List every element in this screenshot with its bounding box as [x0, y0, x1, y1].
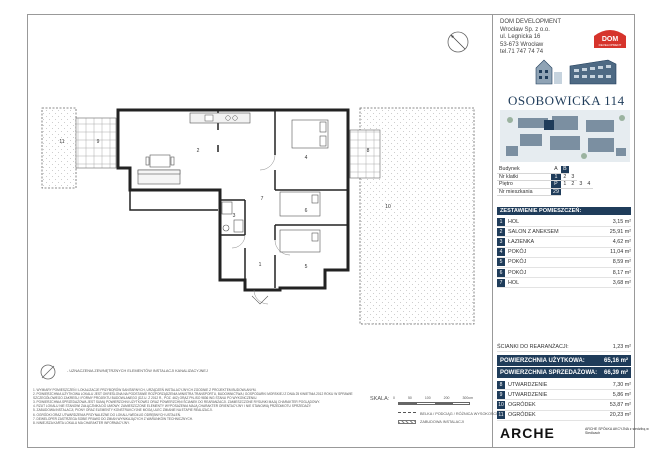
sale-area-bar [497, 367, 631, 378]
info-row-floor [497, 181, 593, 188]
room-name: POKÓJ [508, 269, 527, 276]
building-illustration [530, 56, 620, 86]
extra-name: UTWARDZENIE [508, 381, 548, 388]
reorg-area: 1,23 m² [612, 343, 631, 350]
info-cell: 3 [577, 181, 585, 188]
room-label-4: 4 [304, 155, 308, 161]
reorg-row [497, 342, 631, 352]
room-row [497, 248, 631, 258]
room-number: 1 [497, 218, 505, 226]
install-swatch [398, 420, 416, 424]
room-row [497, 258, 631, 268]
developer-phone: tel.71 747 74 74 [500, 49, 544, 56]
drainage-symbol-icon [38, 362, 58, 382]
room-number: 4 [497, 248, 505, 256]
room-label-11: 11 [59, 139, 65, 145]
room-row [497, 227, 631, 237]
extras-list [497, 380, 631, 421]
room-area: 11,04 m² [610, 249, 631, 256]
unit-info-table [497, 166, 593, 196]
room-row [497, 237, 631, 247]
info-cell: A [551, 166, 561, 173]
north-arrow-icon [446, 30, 470, 54]
bed-room-6 [280, 192, 320, 216]
info-cell: 1 [561, 181, 569, 188]
room-label-6: 6 [304, 208, 308, 214]
note-line: 3. POWIERZCHNIA SPRZEDAŻOWA JEST SUMĄ POWIERZCHNI UŻYTKOWEJ ORAZ POWIERZCHNI ŚCIANEK DO REARANŻACJI. ZAMIESZCZONE RYSUNKI MAJĄ CHARAKTER POGLĄDOWY. [33, 400, 320, 405]
usable-area-label: POWIERZCHNIA UŻYTKOWA: [500, 357, 585, 364]
extra-area: 5,86 m² [612, 391, 631, 398]
dom-development-logo [590, 26, 630, 52]
extra-area: 7,30 m² [612, 381, 631, 388]
scale-tick: 0 [393, 396, 395, 400]
extra-number: 8 [497, 381, 505, 389]
room-label-5: 5 [304, 264, 308, 270]
note-line: 2. POWIERZCHNIA UŻYTKOWA LOKALU JEST OKREŚLONA NA PODSTAWIE ROZPORZĄDZENIA MINISTRA TRANSPORTU, BUDOWNICTWA I GOSPODARKI MORSKIEJ Z DNIA 25 KWIETNIA 2012 ROKU W SPRAWIE SZCZEGÓŁOWEGO ZAKRESU I FORMY PROJEKTU BUDOWLANEGO (DZ.U. Z 2012 R., POZ. 462) ORAZ PN-ISO 9836 WG STANU PO WYKOŃCZENIU. [33, 392, 353, 401]
note-line: 5. ZABUDOWA INSTALACJI, PIONY ORAZ ELEMENTY KONSTRUKCYJNE MOGĄ ULEC ZMIANIE NA ETAPIE REALIZACJI. [33, 408, 213, 413]
info-row-unit [497, 188, 593, 195]
info-label: Nr klatki [497, 173, 551, 180]
bed-room-4 [292, 120, 328, 148]
extra-row [497, 411, 631, 421]
info-cell: 2 [569, 181, 577, 188]
legend-beams-text: BELKA / PODCIĄG / RÓŻNICA WYSOKOŚCI [420, 412, 498, 416]
terrace-8-area [350, 130, 380, 178]
info-cell: 3 [569, 173, 577, 180]
note-line: 8. NINIEJSZA KARTA LOKALU MA CHARAKTER INFORMACYJNY. [33, 420, 130, 425]
room-name: POKÓJ [508, 259, 527, 266]
room-area: 8,59 m² [612, 259, 631, 266]
info-row-staircase [497, 173, 593, 180]
room-label-3: 3 [232, 213, 236, 219]
extra-name: UTWARDZENIE [508, 391, 548, 398]
room-label-9: 9 [96, 139, 100, 145]
extra-name: OGRÓDEK [508, 412, 536, 419]
reorg-line [497, 342, 631, 352]
garden-11-area [42, 108, 76, 188]
info-cell-selected: 1 [551, 173, 561, 180]
scale-tick: 300cm [462, 396, 473, 400]
info-label: Piętro [497, 181, 551, 188]
legend-install-cover-text: ZABUDOWA INSTALACJI [420, 420, 464, 424]
room-label-2: 2 [196, 148, 200, 154]
info-label: Budynek [497, 166, 551, 173]
extra-row [497, 380, 631, 390]
kitchen-counter [190, 113, 250, 123]
logo-subtext: DEVELOPMENT [598, 43, 622, 47]
room-number: 6 [497, 269, 505, 277]
sale-area-value: 66,39 m² [603, 369, 628, 376]
room-number: 3 [497, 238, 505, 246]
info-cell-selected: 29 [553, 188, 559, 195]
scale-bar [398, 402, 470, 405]
extra-area: 20,23 m² [609, 412, 631, 419]
extra-name: OGRÓDEK [508, 401, 536, 408]
scale-tick: 100 [424, 396, 431, 400]
room-area: 25,91 m² [609, 228, 631, 235]
scale-tick: 200 [443, 396, 450, 400]
room-name: POKÓJ [508, 249, 527, 256]
arche-logo: ARCHE [500, 425, 555, 441]
room-name: ŁAZIENKA [508, 238, 535, 245]
developer-info [500, 19, 561, 57]
sale-area-label: POWIERZCHNIA SPRZEDAŻOWA: [500, 369, 598, 376]
scale-tick: 50 [407, 396, 412, 400]
info-cell: 2 [561, 173, 569, 180]
room-row [497, 268, 631, 278]
note-line: 4. RZUT LOKALU NIE STANOWI ZAŁĄCZNIKA DO UMOWY. ZAMIESZCZONE ELEMENTY WYPOSAŻENIA MAJĄ CHARAKTER ORIENTACYJNY I NIE STANOWIĄ PRZEDMIOTU SPRZEDAŻY. [33, 404, 312, 409]
room-area: 8,17 m² [612, 269, 631, 276]
room-label-7: 7 [260, 196, 264, 202]
room-row [497, 217, 631, 227]
extra-number: 10 [498, 401, 504, 408]
room-name: HOL [508, 279, 520, 286]
info-cell: 4 [585, 181, 593, 188]
notes-block [33, 388, 368, 425]
scale-label: SKALA: [370, 396, 390, 402]
beam-swatch [398, 412, 416, 416]
extra-area: 53,87 m² [609, 401, 631, 408]
legend-install-cover [398, 420, 464, 424]
dining-table [146, 155, 174, 167]
note-line: 7. DEWELOPER ZASTRZEGA SOBIE PRAWO DO ZMIAN WYNIKAJĄCYCH Z WARUNKÓW TECHNICZNYCH. [33, 416, 193, 421]
usable-area-bar [497, 355, 631, 366]
legend-installations [67, 369, 208, 373]
floor-plan [30, 100, 485, 355]
developer-city: 53-673 Wrocław [500, 41, 544, 48]
room-number: 5 [497, 258, 505, 266]
rooms-header: ZESTAWIENIE POMIESZCZEŃ: [497, 207, 631, 215]
rooms-list [497, 217, 631, 288]
extra-row [497, 390, 631, 400]
usable-area-value: 65,16 m² [603, 357, 628, 364]
key-plan [500, 110, 630, 162]
developer-company: Wrocław Sp. z o.o. [500, 26, 550, 33]
room-label-8: 8 [366, 148, 370, 154]
extra-number: 11 [498, 412, 504, 419]
info-label: Nr mieszkania [497, 188, 551, 195]
legend-installations-text: - UZNACZENIA ZEWNĘTRZNYCH ELEMENTÓW INSTALACJI KANALIZACYJNEJ [67, 369, 208, 373]
room-area: 3,68 m² [612, 279, 631, 286]
note-line: 1. WYMIARY POMIESZCZEŃ I LOKALIZACJE PRZYBORÓW SANITARNYCH, URZĄDZEŃ INSTALACYJNYCH ZGODNIE Z PROJEKTEM BUDOWLANYM. [33, 388, 257, 392]
sofa [138, 170, 180, 184]
entry-door-icon [252, 296, 268, 304]
developer-street: ul. Legnicka 16 [500, 34, 541, 41]
room-row [497, 278, 631, 288]
info-cell-selected: B [561, 166, 569, 173]
room-name: HOL [508, 218, 520, 225]
arche-subtext: ARCHE SPÓŁKA AKCYJNA z siedzibą w Siedlcach [585, 427, 649, 435]
legend-beams [398, 412, 497, 416]
scale-ticks [393, 396, 473, 400]
room-area: 3,15 m² [612, 218, 631, 225]
note-line: 6. OGRÓDKI ORAZ UTWARDZENIA PRZYNALEŻNE DO LOKALU WEDŁUG ODRĘBNYCH USTALEŃ. [33, 412, 181, 417]
project-title: OSOBOWICKA 114 [508, 93, 625, 108]
info-row-building [497, 166, 593, 173]
room-label-10: 10 [385, 204, 391, 210]
room-name: SALON Z ANEKSEM [508, 228, 559, 235]
room-area: 4,62 m² [612, 238, 631, 245]
reorg-label: ŚCIANKI DO REARANŻACJI: [497, 343, 569, 350]
bed-room-5 [280, 230, 320, 252]
logo-text: DOM [601, 36, 619, 43]
room-number: 2 [497, 228, 505, 236]
info-cell-selected: P [551, 181, 561, 188]
extra-row [497, 400, 631, 410]
room-label-1: 1 [258, 262, 262, 268]
developer-name: DOM DEVELOPMENT [500, 19, 562, 25]
extra-number: 9 [497, 391, 505, 399]
room-number: 7 [497, 279, 505, 287]
